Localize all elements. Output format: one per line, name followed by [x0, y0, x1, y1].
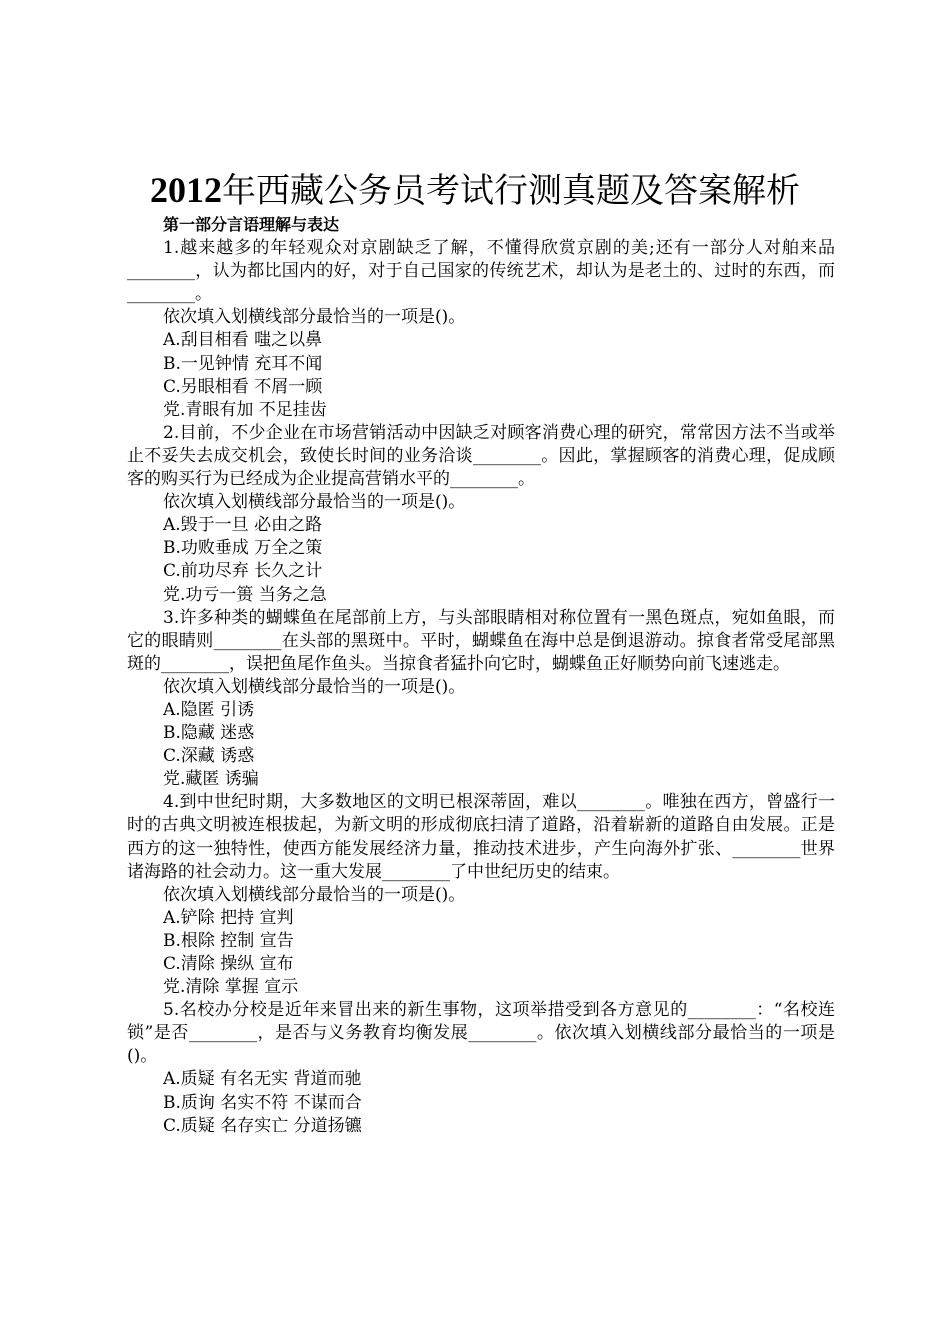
- option-d: 党.青眼有加 不足挂齿: [163, 399, 327, 420]
- option-c: C.前功尽弃 长久之计: [163, 561, 323, 582]
- document-body: [127, 213, 835, 1138]
- question-stem: 2.目前，不少企业在市场营销活动中因缺乏对顾客消费心理的研究，常常因方法不当或举止不妥失去成交机会，致使长时间的业务洽谈________。因此，掌握顾客的消费心理，促成顾客的购买行为已经成为企业提高营销水平的________。: [127, 422, 835, 490]
- option-b: B.质询 名实不符 不谋而合: [163, 1092, 362, 1113]
- option-a: A.铲除 把持 宣判: [163, 907, 294, 928]
- question-stem: 3.许多种类的蝴蝶鱼在尾部前上方，与头部眼睛相对称位置有一黑色斑点，宛如鱼眼，而它的眼睛则________在头部的黑斑中。平时，蝴蝶鱼在海中总是倒退游动。掠食者常受尾部黑斑的________，误把鱼尾作鱼头。当掠食者猛扑向它时，蝴蝶鱼正好顺势向前飞速逃走。: [127, 607, 835, 674]
- question-5: [127, 999, 835, 1138]
- question-4: [127, 791, 835, 999]
- option-c: C.清除 操纵 宣布: [163, 954, 294, 974]
- option-d: 党.功亏一篑 当务之急: [163, 584, 327, 605]
- option-a: A.刮目相看 嗤之以鼻: [163, 330, 323, 351]
- question-prompt: 依次填入划横线部分最恰当的一项是()。: [163, 492, 466, 513]
- section-heading: 第一部分言语理解与表达: [163, 215, 340, 234]
- question-3: [127, 607, 835, 792]
- option-b: B.隐藏 迷惑: [163, 723, 255, 744]
- question-2: [127, 422, 835, 607]
- question-prompt: 依次填入划横线部分最恰当的一项是()。: [163, 884, 466, 905]
- question-prompt: 依次填入划横线部分最恰当的一项是()。: [163, 676, 466, 697]
- question-1: [127, 237, 835, 422]
- question-prompt: 依次填入划横线部分最恰当的一项是()。: [163, 307, 466, 328]
- option-d: 党.藏匿 诱骗: [163, 769, 259, 790]
- option-c: C.深藏 诱惑: [163, 746, 255, 767]
- option-b: B.一见钟情 充耳不闻: [163, 353, 323, 374]
- option-b: B.功败垂成 万全之策: [163, 538, 323, 559]
- question-stem: 1.越来越多的年轻观众对京剧缺乏了解，不懂得欣赏京剧的美;还有一部分人对舶来品________，认为都比国内的好，对于自己国家的传统艺术，却认为是老土的、过时的东西，而________。: [127, 238, 835, 305]
- page-title: [0, 168, 950, 213]
- option-a: A.毁于一旦 必由之路: [163, 515, 323, 536]
- option-a: A.隐匿 引诱: [163, 699, 255, 720]
- question-stem: 5.名校办分校是近年来冒出来的新生事物，这项举措受到各方意见的________：“名校连锁”是否________，是否与义务教育均衡发展________。依次填入划横线部分最恰当的一项是()。: [127, 1000, 835, 1067]
- option-d: 党.清除 掌握 宣示: [163, 977, 299, 998]
- title-text: 年西藏公务员考试行测真题及答案解析: [222, 171, 800, 211]
- question-stem: 4.到中世纪时期，大多数地区的文明已根深蒂固，难以________。唯独在西方，曾盛行一时的古典文明被连根拔起，为新文明的形成彻底扫清了道路，沿着崭新的道路自由发展。正是西方的这一独特性，使西方能发展经济力量，推动技术进步，产生向海外扩张、________世界诸海路的社会动力。这一重大发展________了中世纪历史的结束。: [127, 792, 835, 882]
- option-b: B.根除 控制 宣告: [163, 930, 294, 951]
- option-c: C.质疑 名存实亡 分道扬镳: [163, 1115, 362, 1136]
- option-a: A.质疑 有名无实 背道而驰: [163, 1069, 362, 1090]
- option-c: C.另眼相看 不屑一顾: [163, 376, 323, 397]
- title-year: 2012: [150, 170, 222, 210]
